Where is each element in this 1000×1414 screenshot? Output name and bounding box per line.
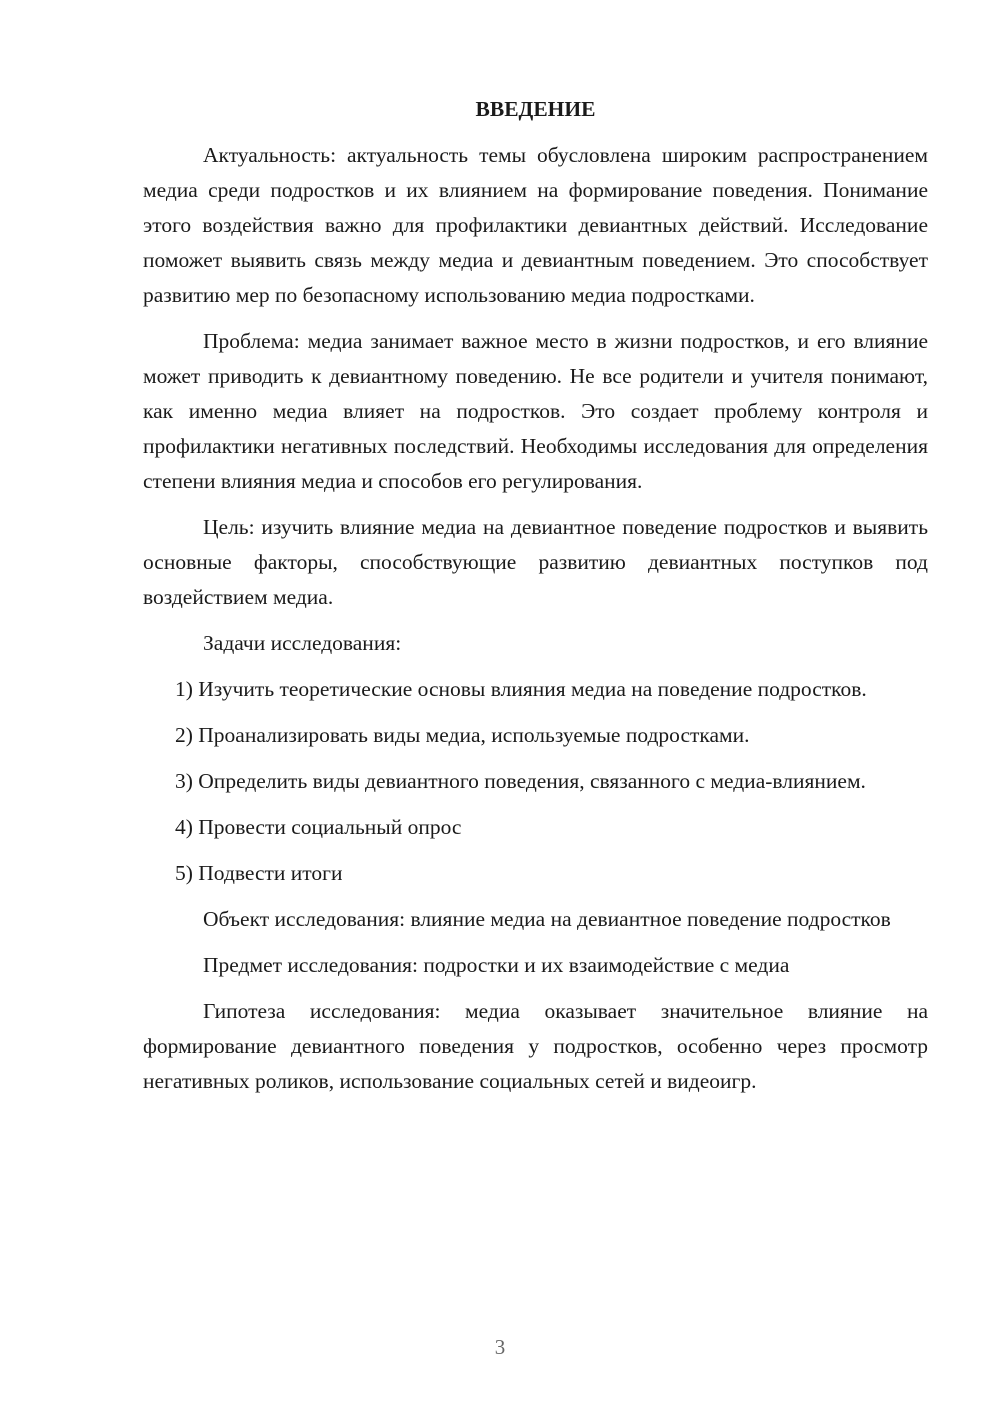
paragraph-relevance: Актуальность: актуальность темы обусловлена широким распространением медиа среди подростков и их влиянием на формирование поведения. Понимание этого воздействия важно для профилактики девиантных действий. Исследование поможет выявить связь между медиа и девиантным поведением. Это способствует развитию мер по безопасному использованию медиа подростками. (143, 143, 928, 307)
section-title: ВВЕДЕНИЕ (475, 97, 596, 121)
paragraph-goal: Цель: изучить влияние медиа на девиантное поведение подростков и выявить основные факторы, способствующие развитию девиантных поступков под воздействием медиа. (143, 515, 928, 609)
task-item-4: 4) Провести социальный опрос (175, 815, 462, 839)
page-number: 3 (494, 1335, 506, 1359)
document-body (143, 92, 928, 1110)
tasks-heading: Задачи исследования: (203, 631, 402, 655)
paragraph-hypothesis: Гипотеза исследования: медиа оказывает значительное влияние на формирование девиантного поведения у подростков, особенно через просмотр негативных роликов, использование социальных сетей и видеоигр. (143, 999, 928, 1093)
task-item-2: 2) Проанализировать виды медиа, используемые подростками. (175, 723, 750, 747)
task-item-1: 1) Изучить теоретические основы влияния медиа на поведение подростков. (175, 677, 867, 701)
paragraph-problem: Проблема: медиа занимает важное место в жизни подростков, и его влияние может приводить к девиантному поведению. Не все родители и учителя понимают, как именно медиа влияет на подростков. Это создает проблему контроля и профилактики негативных последствий. Необходимы исследования для определения степени влияния медиа и способов его регулирования. (143, 329, 928, 493)
paragraph-object: Объект исследования: влияние медиа на девиантное поведение подростков (203, 907, 891, 931)
task-item-5: 5) Подвести итоги (175, 861, 343, 885)
task-item-3: 3) Определить виды девиантного поведения, связанного с медиа-влиянием. (175, 769, 866, 793)
paragraph-subject: Предмет исследования: подростки и их взаимодействие с медиа (203, 953, 790, 977)
